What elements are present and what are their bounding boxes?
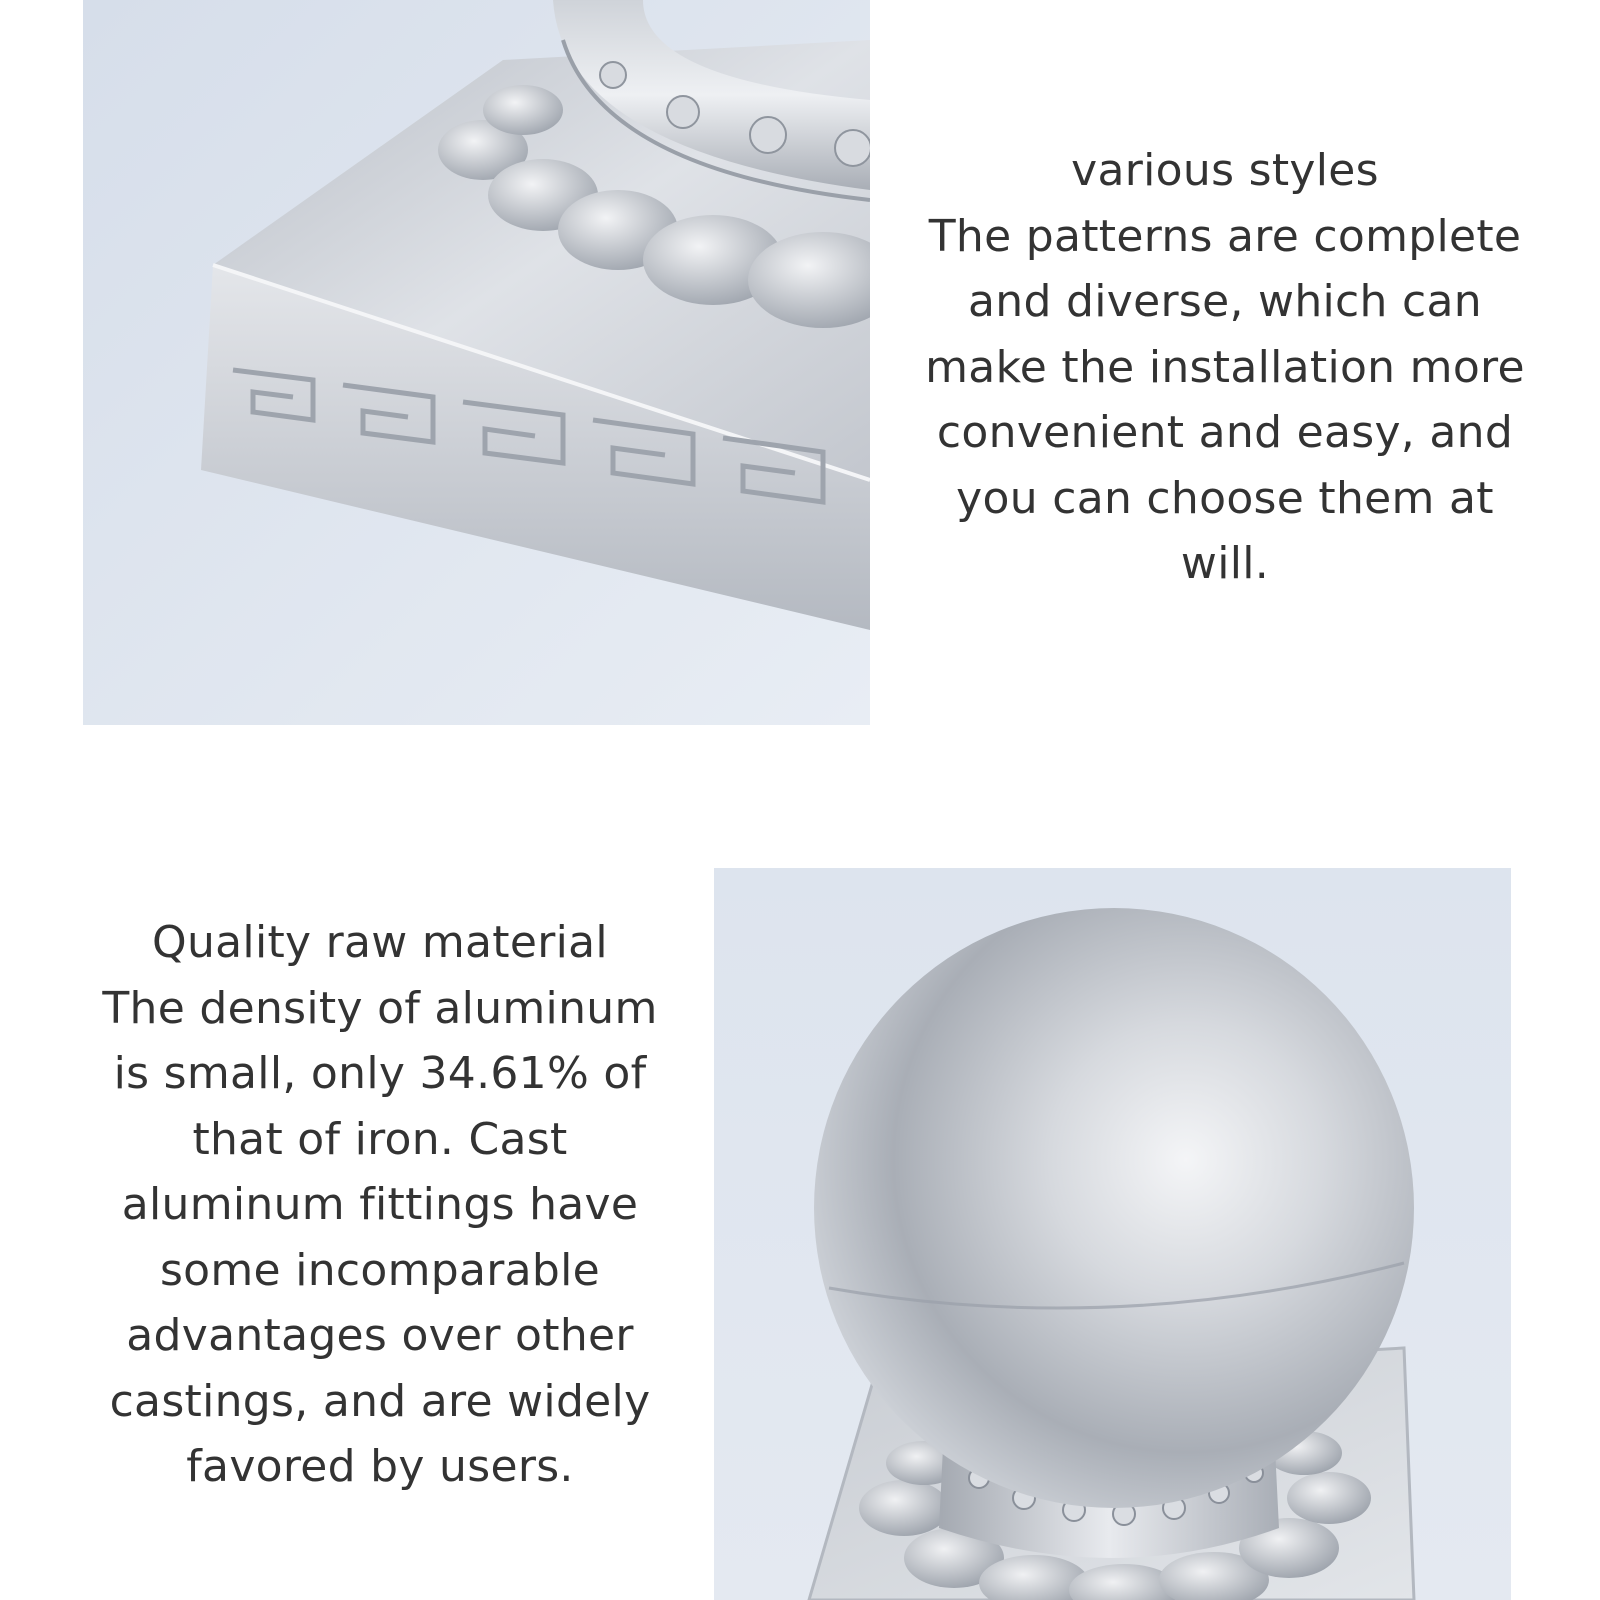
- section-body: The patterns are complete and diverse, which can make the installation more convenient and easy, and you can choose them at will.: [925, 210, 1525, 589]
- section-heading: various styles: [1071, 145, 1379, 196]
- various-styles-description: [905, 138, 1545, 597]
- section-heading: Quality raw material: [152, 917, 608, 968]
- base-closeup-illustration: [83, 0, 870, 725]
- product-photo-base-closeup: [83, 0, 870, 725]
- ball-cap-illustration: [714, 868, 1511, 1600]
- product-photo-ball-cap: [714, 868, 1511, 1600]
- quality-material-description: [80, 910, 680, 1500]
- section-body: The density of aluminum is small, only 34.61% of that of iron. Cast aluminum fittings have some incomparable advantages over other castings, and are widely favored by users.: [102, 982, 658, 1492]
